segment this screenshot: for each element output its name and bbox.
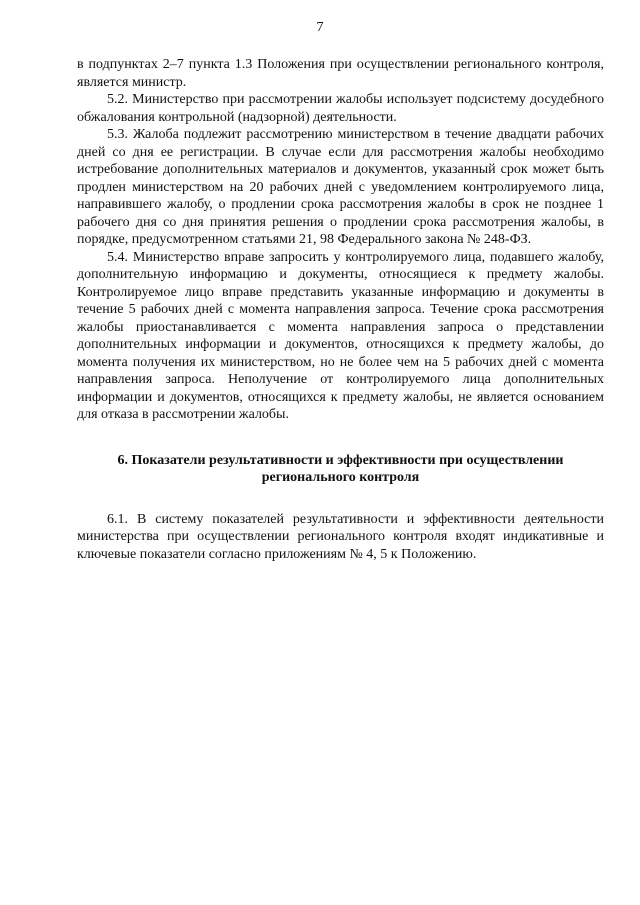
- paragraph-5-4: 5.4. Министерство вправе запросить у контролируемого лица, подавшего жалобу, дополнительную информацию и документы, относящиеся к предмету жалобы. Контролируемое лицо вправе представить указанные информацию и документы в течение 5 рабочих дней с момента направления запроса. Течение срока рассмотрения жалобы приостанавливается с момента направления запроса о представлении дополнительных информации и документов, относящихся к предмету жалобы, до момента получения их министерством, но не более чем на 5 рабочих дней с момента направления запроса. Неполучение от контролируемого лица дополнительных информации и документов, относящихся к предмету жалобы, не является основанием для отказа в рассмотрении жалобы.: [77, 249, 604, 422]
- paragraph-5-3: 5.3. Жалоба подлежит рассмотрению министерством в течение двадцати рабочих дней со дня ее регистрации. В случае если для рассмотрения жалобы необходимо истребование дополнительных материалов и документов, указанный срок может быть продлен министерством на 20 рабочих дней с уведомлением контролируемого лица, направившего жалобу, о продлении срока рассмотрения жалобы в срок не позднее 1 рабочего дня со дня принятия решения о продлении срока рассмотрения жалобы, в порядке, предусмотренном статьями 21, 98 Федерального закона № 248-ФЗ.: [77, 127, 604, 247]
- page-number: 7: [316, 20, 324, 35]
- section-6-heading: 6. Показатели результативности и эффективности при осуществлении регионального контроля: [117, 452, 564, 485]
- document-body: [77, 56, 604, 563]
- paragraph-6-1: 6.1. В систему показателей результативности и эффективности деятельности министерства при осуществлении регионального контроля входят индикативные и ключевые показатели согласно приложениям № 4, 5 к Положению.: [77, 511, 604, 562]
- paragraph-5-2: 5.2. Министерство при рассмотрении жалобы использует подсистему досудебного обжалования контрольной (надзорной) деятельности.: [77, 92, 604, 125]
- paragraph-continuation: в подпунктах 2–7 пункта 1.3 Положения при осуществлении регионального контроля, является министр.: [77, 57, 604, 90]
